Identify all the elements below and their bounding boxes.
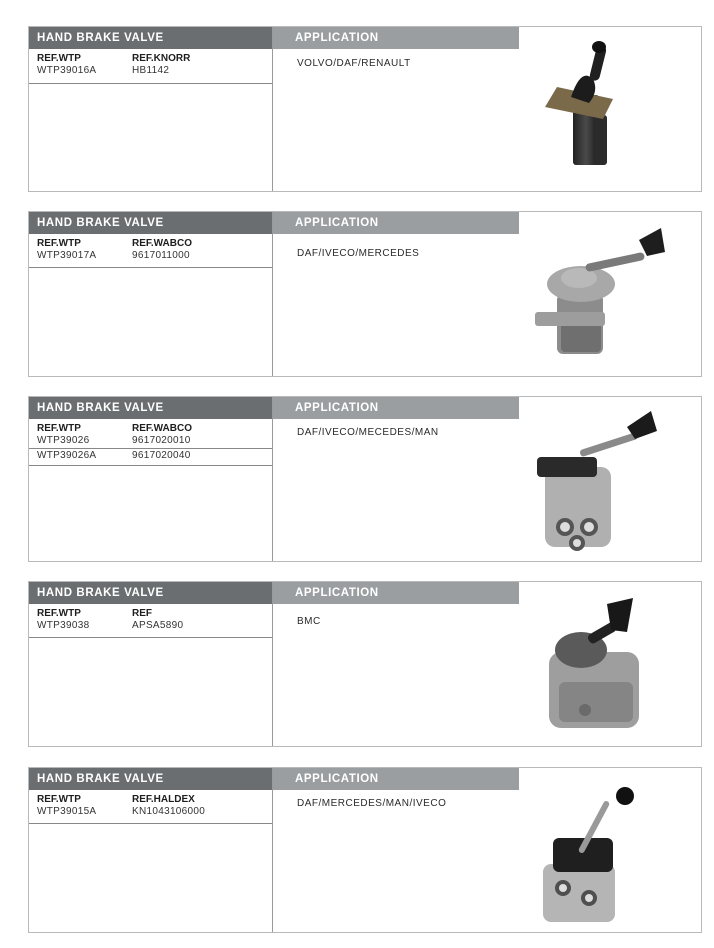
column-divider: [272, 212, 273, 376]
ref-wtp-header: REF.WTP: [37, 423, 81, 434]
oem-code: HB1142: [132, 65, 170, 76]
card-title: HAND BRAKE VALVE: [29, 582, 272, 604]
application-header: APPLICATION: [273, 397, 519, 419]
oem-code: 9617020040: [132, 450, 191, 461]
reference-table: [29, 604, 272, 638]
reference-row: [29, 449, 272, 466]
reference-row: [29, 805, 272, 824]
wtp-code: WTP39026A: [37, 450, 97, 461]
ref-oem-header: REF.WABCO: [132, 423, 192, 434]
column-divider: [272, 397, 273, 561]
ported-brake-valve-icon: [515, 407, 695, 557]
application-text: DAF/IVECO/MERCEDES: [297, 248, 420, 259]
reference-table: [29, 234, 272, 268]
application-header: APPLICATION: [273, 212, 519, 234]
oem-code: 9617020010: [132, 435, 191, 446]
oem-code: APSA5890: [132, 620, 184, 631]
ref-wtp-header: REF.WTP: [37, 238, 81, 249]
reference-table: [29, 790, 272, 824]
ref-wtp-header: REF.WTP: [37, 53, 81, 64]
ref-wtp-header: REF.WTP: [37, 608, 81, 619]
wtp-code: WTP39017A: [37, 250, 97, 261]
application-text: BMC: [297, 616, 321, 627]
ref-oem-header: REF.WABCO: [132, 238, 192, 249]
ref-wtp-header: REF.WTP: [37, 794, 81, 805]
product-card-3: [28, 396, 702, 562]
column-divider: [272, 27, 273, 191]
application-header: APPLICATION: [273, 582, 519, 604]
product-card-1: [28, 26, 702, 192]
column-divider: [272, 582, 273, 746]
ref-oem-header: REF: [132, 608, 152, 619]
application-text: DAF/IVECO/MECEDES/MAN: [297, 427, 439, 438]
wtp-code: WTP39026: [37, 435, 90, 446]
application-header: APPLICATION: [273, 27, 519, 49]
oem-code: 9617011000: [132, 250, 190, 261]
reference-header-row: [29, 790, 272, 805]
application-text: DAF/MERCEDES/MAN/IVECO: [297, 798, 447, 809]
reference-row: [29, 434, 272, 449]
ball-lever-brake-valve-icon: [515, 778, 695, 928]
ref-oem-header: REF.KNORR: [132, 53, 191, 64]
reference-table: [29, 49, 272, 84]
product-card-2: [28, 211, 702, 377]
column-divider: [272, 768, 273, 932]
application-text: VOLVO/DAF/RENAULT: [297, 58, 411, 69]
reference-row: [29, 619, 272, 638]
reference-header-row: [29, 49, 272, 64]
lever-brake-valve-icon: [515, 222, 695, 372]
card-title: HAND BRAKE VALVE: [29, 768, 272, 790]
block-brake-valve-icon: [515, 592, 695, 742]
card-title: HAND BRAKE VALVE: [29, 397, 272, 419]
ref-oem-header: REF.HALDEX: [132, 794, 195, 805]
reference-table: [29, 419, 272, 466]
wtp-code: WTP39038: [37, 620, 90, 631]
card-title: HAND BRAKE VALVE: [29, 27, 272, 49]
oem-code: KN1043106000: [132, 806, 206, 817]
reference-row: [29, 249, 272, 268]
reference-header-row: [29, 604, 272, 619]
joystick-brake-valve-icon: [515, 37, 695, 187]
wtp-code: WTP39015A: [37, 806, 97, 817]
reference-header-row: [29, 234, 272, 249]
reference-header-row: [29, 419, 272, 434]
application-header: APPLICATION: [273, 768, 519, 790]
wtp-code: WTP39016A: [37, 65, 97, 76]
product-card-5: [28, 767, 702, 933]
card-title: HAND BRAKE VALVE: [29, 212, 272, 234]
product-card-4: [28, 581, 702, 747]
reference-row: [29, 64, 272, 84]
